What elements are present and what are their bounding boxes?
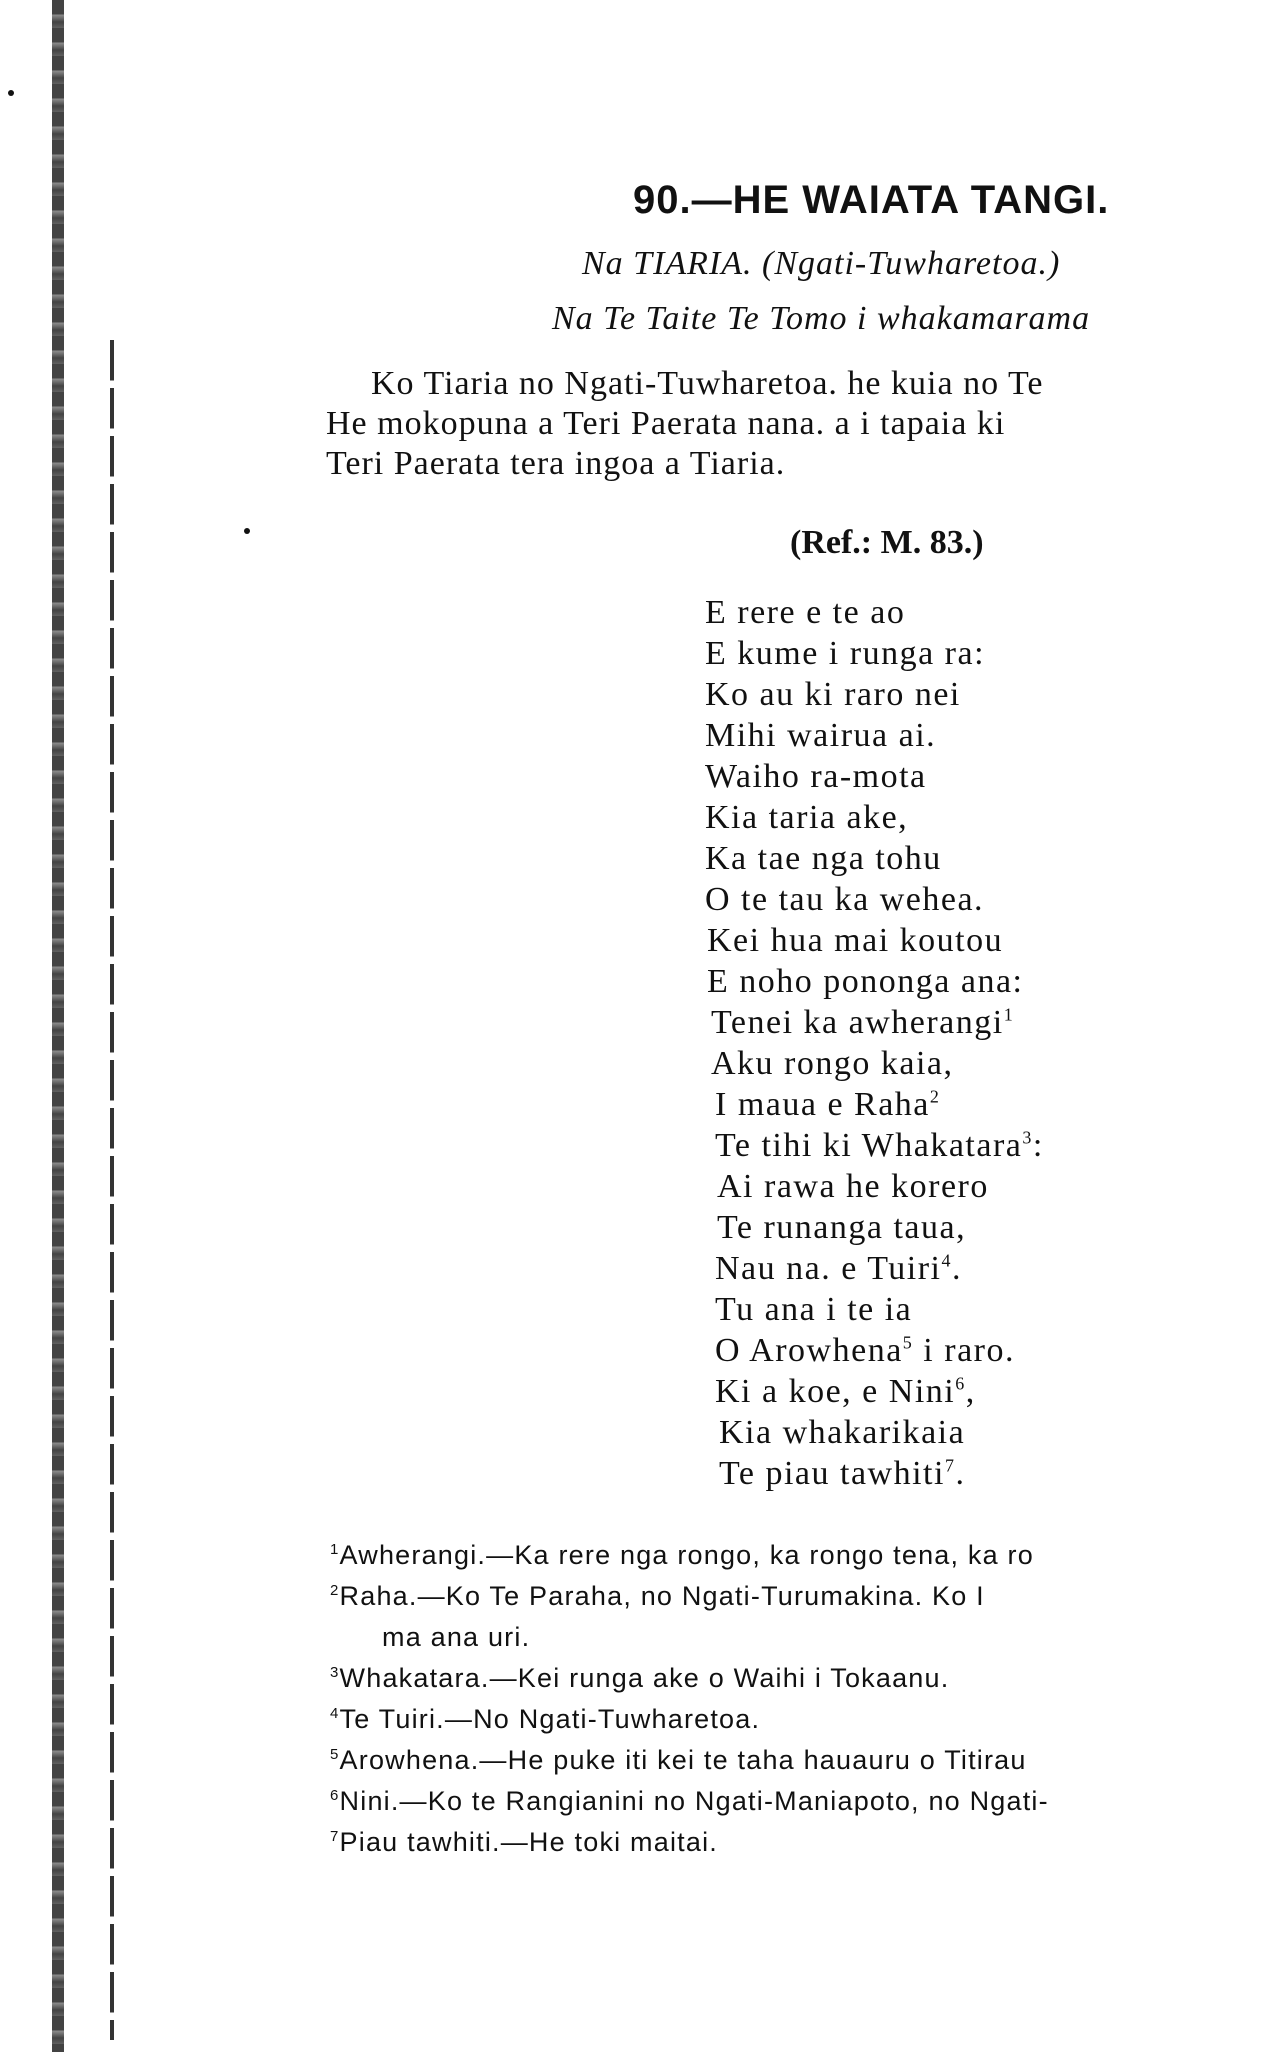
footnote [330, 1822, 1280, 1863]
verse-text: O Arowhena [715, 1332, 903, 1369]
verse-line [705, 1043, 1044, 1084]
verse-text: Te runanga taua, [717, 1209, 967, 1246]
verse-line [705, 797, 1044, 838]
footnote [330, 1658, 1280, 1699]
verse-line [705, 1289, 1044, 1330]
verse-line [705, 1330, 1044, 1371]
verse-line [705, 1371, 1044, 1412]
verse-text: Kia whakarikaia [719, 1414, 966, 1451]
explainer-byline: Na Te Taite Te Tomo i whakamarama [552, 300, 1091, 337]
verse-line [705, 1166, 1044, 1207]
verse-text-tail: i raro. [913, 1332, 1015, 1369]
footnote-ref: 7 [944, 1455, 956, 1476]
verse-text: Ki a koe, e Nini [715, 1373, 956, 1410]
footnote-text: Raha.—Ko Te Paraha, no Ngati-Turumakina. Ko I [339, 1581, 985, 1611]
verse-line [705, 961, 1044, 1002]
verse-text: Mihi wairua ai. [705, 717, 937, 754]
verse-line [705, 1207, 1044, 1248]
footnote-mark: 7 [330, 1828, 340, 1845]
footnote-mark: 3 [330, 1664, 340, 1681]
footnote-text: Awherangi.—Ka rere nga rongo, ka rongo tena, ka ro [339, 1540, 1034, 1570]
verse-text: I maua e Raha [715, 1086, 930, 1123]
verse-text: Ko au ki raro nei [705, 676, 961, 713]
footnote-ref: 1 [1003, 1004, 1015, 1025]
verse-line [705, 715, 1044, 756]
verse-text: Ai rawa he korero [717, 1168, 989, 1205]
verse-line [705, 920, 1044, 961]
author-byline: Na TIARIA. (Ngati-Tuwharetoa.) [582, 245, 1061, 282]
verse-text: O te tau ka wehea. [705, 881, 985, 918]
verse-text: Nau na. e Tuiri [715, 1250, 942, 1287]
footnote-text: Whakatara.—Kei runga ake o Waihi i Tokaanu. [339, 1663, 950, 1693]
footnote [330, 1576, 1280, 1658]
footnote-mark: 2 [330, 1582, 340, 1599]
intro-paragraph [326, 364, 1280, 484]
verse-line [705, 674, 1044, 715]
footnote-ref: 4 [941, 1250, 952, 1271]
footnote-ref: 6 [955, 1373, 966, 1394]
verse-line [705, 1412, 1044, 1453]
verse-line [705, 838, 1044, 879]
footnote-mark: 4 [330, 1705, 340, 1722]
verse-line [705, 1453, 1044, 1494]
verse-text-tail: . [955, 1455, 966, 1492]
page-binding-shadow [110, 340, 114, 2040]
footnote-text: Piau tawhiti.—He toki maitai. [339, 1827, 718, 1857]
reference-note: (Ref.: M. 83.) [790, 524, 984, 561]
verse-text: Tu ana i te ia [715, 1291, 913, 1328]
footnote-ref: 5 [902, 1332, 914, 1353]
verse-text: Te tihi ki Whakatara [715, 1127, 1023, 1164]
intro-line: Ko Tiaria no Ngati-Tuwharetoa. he kuia no Te [371, 365, 1044, 402]
footnote [330, 1535, 1280, 1576]
footnote-ref: 2 [929, 1086, 941, 1107]
verse-text: Waiho ra-mota [705, 758, 927, 795]
verse-text: Kia taria ake, [705, 799, 909, 836]
intro-line: Teri Paerata tera ingoa a Tiaria. [326, 445, 786, 482]
footnote-mark: 1 [330, 1541, 340, 1558]
verse-text-tail: . [952, 1250, 962, 1287]
footnote-mark: 5 [330, 1746, 340, 1763]
footnote-continuation: ma ana uri. [382, 1622, 531, 1652]
verse-text: Kei hua mai koutou [707, 922, 1004, 959]
verse-text-tail: , [965, 1373, 976, 1410]
verse-text: Te piau tawhiti [719, 1455, 945, 1492]
verse-line [705, 879, 1044, 920]
verse-line [705, 1248, 1044, 1289]
verse-text: Tenei ka awherangi [711, 1004, 1004, 1041]
footnote-mark: 6 [330, 1787, 340, 1804]
verse-line [705, 756, 1044, 797]
intro-line: He mokopuna a Teri Paerata nana. a i tapaia ki [326, 405, 1006, 442]
verse-line [705, 1084, 1044, 1125]
footnote-text: Te Tuiri.—No Ngati-Tuwharetoa. [339, 1704, 761, 1734]
song-verse [705, 592, 1044, 1494]
verse-line [705, 1002, 1044, 1043]
verse-text: E noho pononga ana: [707, 963, 1024, 1000]
footnotes [330, 1535, 1280, 1863]
verse-text: E rere e te ao [705, 594, 906, 631]
verse-text: Ka tae nga tohu [705, 840, 942, 877]
footnote [330, 1699, 1280, 1740]
print-speck [8, 90, 14, 96]
footnote-text: Arowhena.—He puke iti kei te taha hauauru o Titirau [339, 1745, 1027, 1775]
page-binding-edge [52, 0, 64, 2052]
verse-text: E kume i runga ra: [705, 635, 986, 672]
footnote-ref: 3 [1022, 1127, 1033, 1148]
verse-line [705, 1125, 1044, 1166]
verse-line [705, 592, 1044, 633]
verse-line [705, 633, 1044, 674]
song-title: 90.—HE WAIATA TANGI. [633, 178, 1110, 222]
verse-text-tail: : [1032, 1127, 1044, 1164]
footnote [330, 1740, 1280, 1781]
verse-text: Aku rongo kaia, [711, 1045, 954, 1082]
print-speck [244, 528, 250, 534]
footnote-text: Nini.—Ko te Rangianini no Ngati-Maniapoto, no Ngati- [339, 1786, 1049, 1816]
footnote [330, 1781, 1280, 1822]
